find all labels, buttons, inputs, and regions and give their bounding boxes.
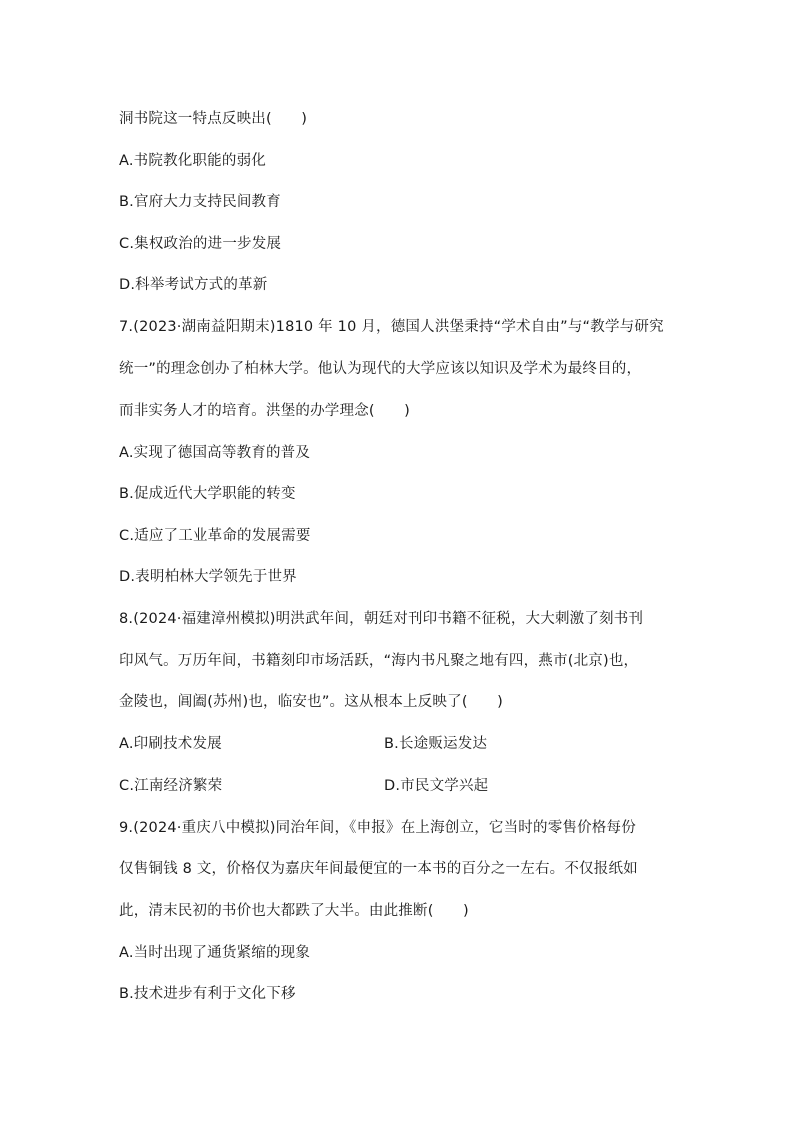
q9-option-a: A.当时出现了通货紧缩的现象: [119, 945, 311, 961]
q9-stem-line-3: 此，清末民初的书价也大都跌了大半。由此推断( ): [119, 903, 469, 919]
q7-option-b: B.促成近代大学职能的转变: [119, 486, 296, 502]
q8-option-b: B.长途贩运发达: [384, 736, 488, 752]
q8-option-c: C.江南经济繁荣: [119, 778, 223, 794]
q7-stem-line-3: 而非实务人才的培育。洪堡的办学理念( ): [119, 403, 411, 419]
q8-option-d: D.市民文学兴起: [384, 778, 489, 794]
q6-option-d: D.科举考试方式的革新: [119, 277, 268, 293]
q7-option-a: A.实现了德国高等教育的普及: [119, 445, 311, 461]
q8-stem-line-2: 印风气。万历年间，书籍刻印市场活跃，“海内书凡聚之地有四，燕市(北京)也，: [119, 653, 639, 669]
q9-stem-line-2: 仅售铜钱 8 文，价格仅为嘉庆年间最便宜的一本书的百分之一左右。不仅报纸如: [119, 861, 638, 877]
q7-option-c: C.适应了工业革命的发展需要: [119, 528, 311, 544]
q6-option-c: C.集权政治的进一步发展: [119, 236, 282, 252]
q6-option-b: B.官府大力支持民间教育: [119, 194, 281, 210]
q8-stem-line-3: 金陵也，阊阖(苏州)也，临安也”。这从根本上反映了( ): [119, 694, 503, 710]
q6-stem-tail: 洞书院这一特点反映出( ): [119, 111, 308, 127]
q7-stem-line-1: 7.(2023·湖南益阳期末)1810 年 10 月，德国人洪堡秉持“学术自由”与“教学与研究: [119, 319, 664, 335]
q7-option-d: D.表明柏林大学领先于世界: [119, 569, 297, 585]
q8-option-a: A.印刷技术发展: [119, 736, 222, 752]
q7-stem-line-2: 统一”的理念创办了柏林大学。他认为现代的大学应该以知识及学术为最终目的，: [119, 361, 642, 377]
q9-option-b: B.技术进步有利于文化下移: [119, 986, 296, 1002]
q9-stem-line-1: 9.(2024·重庆八中模拟)同治年间，《申报》在上海创立，它当时的零售价格每份: [119, 820, 636, 836]
q6-option-a: A.书院教化职能的弱化: [119, 153, 266, 169]
q8-stem-line-1: 8.(2024·福建漳州模拟)明洪武年间，朝廷对刊印书籍不征税，大大刺激了刻书刊: [119, 611, 644, 627]
